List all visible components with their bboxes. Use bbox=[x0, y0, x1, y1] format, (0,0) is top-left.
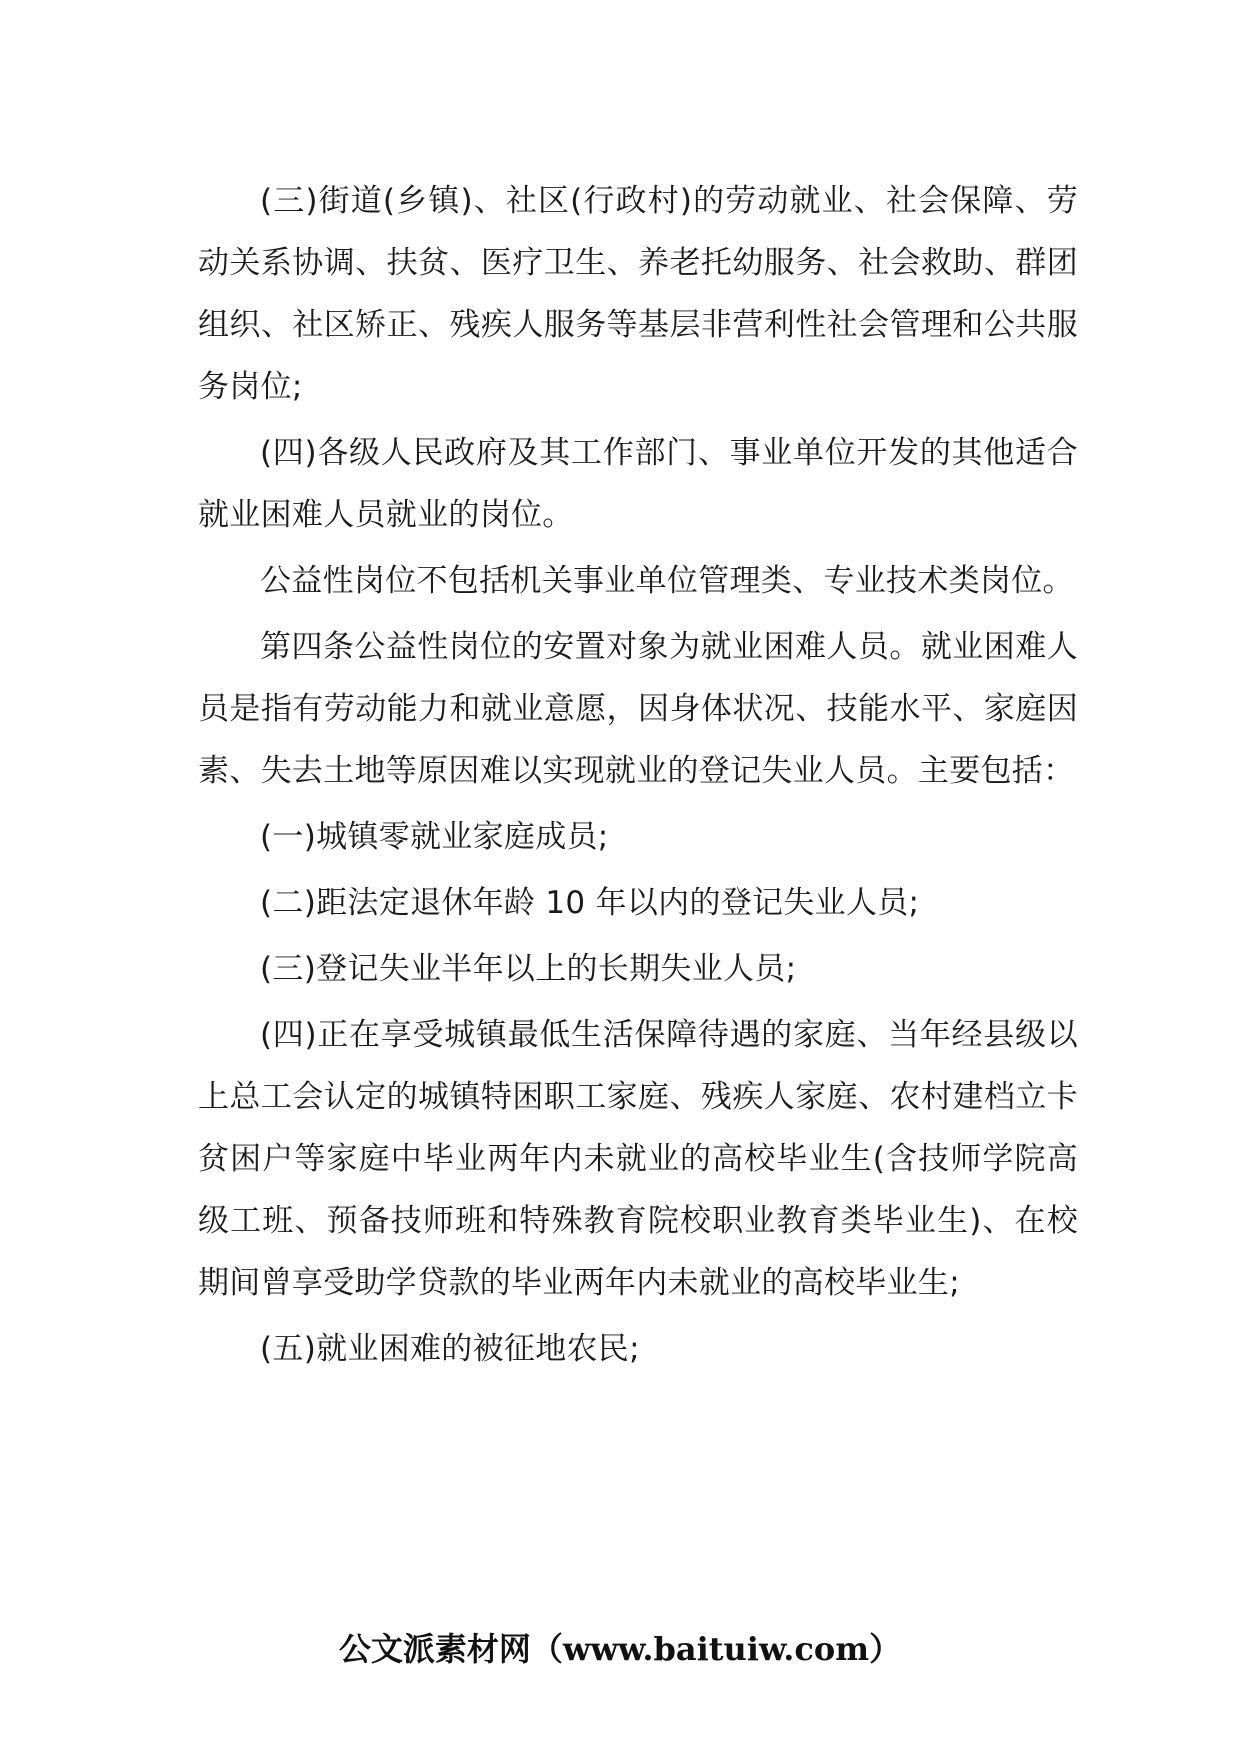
paragraph: (三)街道(乡镇)、社区(行政村)的劳动就业、社会保障、劳动关系协调、扶贫、医疗卫生、养老托幼服务、社会救助、群团组织、社区矫正、残疾人服务等基层非营利性社会管理和公共服务岗位; bbox=[198, 183, 1078, 405]
paragraph: 第四条公益性岗位的安置对象为就业困难人员。就业困难人员是指有劳动能力和就业意愿，因身体状况、技能水平、家庭因素、失去土地等原因难以实现就业的登记失业人员。主要包括： bbox=[198, 629, 1078, 789]
paragraph: (五)就业困难的被征地农民; bbox=[260, 1331, 640, 1367]
paragraph: (三)登记失业半年以上的长期失业人员; bbox=[260, 951, 797, 987]
paragraph: (一)城镇零就业家庭成员; bbox=[260, 819, 609, 855]
footer-source: 公文派素材网（www.baituiw.com） bbox=[338, 1630, 902, 1668]
paragraph: (二)距法定退休年龄 10 年以内的登记失业人员; bbox=[260, 885, 920, 921]
paragraph: (四)各级人民政府及其工作部门、事业单位开发的其他适合就业困难人员就业的岗位。 bbox=[198, 435, 1078, 533]
paragraph: (四)正在享受城镇最低生活保障待遇的家庭、当年经县级以上总工会认定的城镇特困职工家庭、残疾人家庭、农村建档立卡贫困户等家庭中毕业两年内未就业的高校毕业生(含技师学院高级工班、预备技师班和特殊教育院校职业教育类毕业生)、在校期间曾享受助学贷款的毕业两年内未就业的高校毕业生; bbox=[198, 1017, 1078, 1301]
paragraph: 公益性岗位不包括机关事业单位管理类、专业技术类岗位。 bbox=[260, 563, 1074, 599]
document-body bbox=[198, 170, 1078, 1384]
